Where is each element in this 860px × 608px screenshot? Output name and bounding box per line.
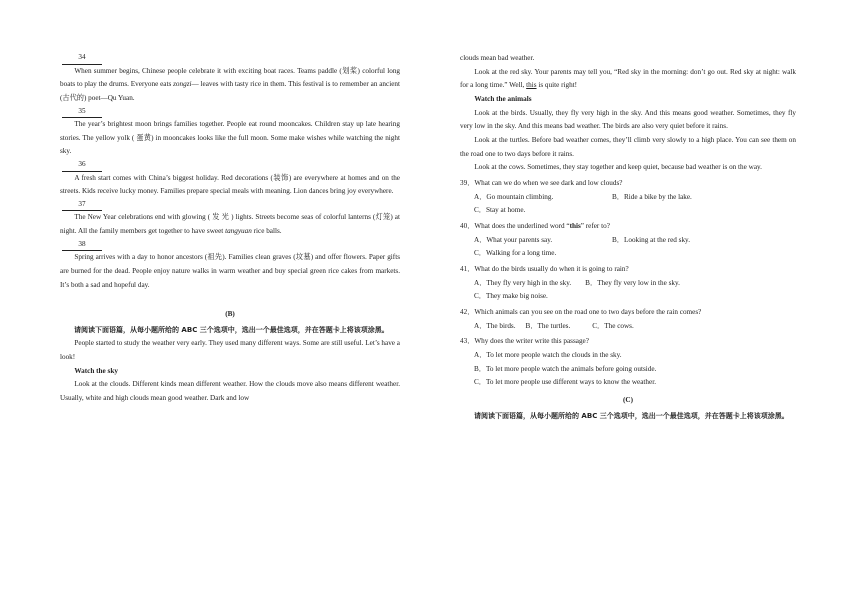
question-42 (460, 306, 796, 333)
paragraph-lantern-festival: The New Year celebrations end with glowing ( 发 光 ) lights. Streets become seas of colorful lanterns (灯笼) at night. All the family members get together to have sweet tangyuan rice balls. (60, 213, 400, 236)
paragraph-qingming: Spring arrives with a day to honor ancestors (祖先). Families clean graves (坟墓) and offer flowers. Paper gifts are burned for the dead. People enjoy nature walks in warm weather and buy special green rice cakes from markets. It’s both a sad and hopeful day. (60, 253, 400, 289)
paragraph-dragon-boat: When summer begins, Chinese people celebrate it with exciting boat races. Teams paddle (划桨) colorful long boats to play the drums. Everyone eats zongzi— leaves with tasty rice in them. This festival is to remember an ancient (古代的) poet—Qu Yuan. (60, 66, 400, 102)
section-c-instruction: 请阅读下面语篇，从每小题所给的 ABC 三个选项中，选出一个最佳选项，并在答题卡上将该项涂黑。 (474, 411, 789, 420)
left-column (60, 52, 400, 406)
question-stem: 43．Why does the writer write this passage? (460, 337, 589, 346)
question-39 (460, 177, 796, 218)
paragraph-turtles: Look at the turtles. Before bad weather comes, they’ll climb very slowly to a high place. You can see them on the road one to two days before it rains. (460, 136, 796, 158)
heading-watch-sky: Watch the sky (74, 366, 118, 375)
question-40 (460, 220, 796, 261)
option-a[interactable]: A．To let more people watch the clouds in the sky. (474, 351, 622, 360)
option-a[interactable]: A．What your parents say. (474, 235, 553, 244)
paragraph-cows: Look at the cows. Sometimes, they stay together and keep quiet, because bad weather is on the way. (474, 163, 762, 172)
section-b-instruction: 请阅读下面语篇，从每小题所给的 ABC 三个选项中，选出一个最佳选项，并在答题卡上将该项涂黑。 (74, 325, 389, 334)
option-b[interactable]: B．The turtles. (525, 321, 571, 330)
option-b[interactable]: B．Looking at the red sky. (612, 235, 690, 244)
option-a[interactable]: A．They fly very high in the sky. (474, 278, 572, 287)
option-a[interactable]: A．The birds. (474, 321, 516, 330)
question-stem: 42．Which animals can you see on the road one to two days before the rain comes? (460, 308, 702, 317)
option-c[interactable]: C．Walking for a long time. (474, 249, 557, 258)
question-stem: 40．What does the underlined word “this” refer to? (460, 222, 610, 231)
option-c[interactable]: C．Stay at home. (474, 206, 526, 215)
paragraph-spring-festival: A fresh start comes with China’s biggest holiday. Red decorations (装饰) are everywhere at homes and on the streets. Kids receive lucky money. Families prepare special meals with meaning. Lion dances bring joy everywhere. (60, 173, 400, 196)
answer-blank-38[interactable]: 38 (62, 239, 102, 252)
option-b[interactable]: B．They fly very low in the sky. (585, 278, 680, 287)
option-b[interactable]: B．To let more people watch the animals before going outside. (474, 364, 657, 373)
question-stem: 39．What can we do when we see dark and low clouds? (460, 179, 623, 188)
option-c[interactable]: C．The cows. (592, 321, 634, 330)
paragraph-red-sky: Look at the red sky. Your parents may tell you, “Red sky in the morning: don’t go out. Red sky at night: walk for a long time.” Well, this is quite right! (460, 67, 796, 90)
right-column (460, 52, 796, 423)
question-43 (460, 335, 796, 390)
passage-intro: People started to study the weather very early. They used many different ways. Some are still useful. Let’s have a look! (60, 339, 400, 361)
paragraph-clouds: Look at the clouds. Different kinds mean different weather. How the clouds move also means different weather. Usually, white and high clouds mean good weather. Dark and low (60, 380, 400, 402)
question-stem: 41．What do the birds usually do when it is going to rain? (460, 265, 629, 274)
paragraph-mid-autumn: The year’s brightest moon brings families together. People eat round mooncakes. Children stay up late hearing stories. The yellow yolk ( 蛋黄) in mooncakes looks like the full moon. Some make wishes while watching the night sky. (60, 120, 400, 156)
answer-blank-35[interactable]: 35 (62, 106, 102, 119)
option-b[interactable]: B．Ride a bike by the lake. (612, 192, 692, 201)
question-41 (460, 263, 796, 304)
heading-watch-animals: Watch the animals (474, 95, 532, 104)
option-a[interactable]: A．Go mountain climbing. (474, 192, 554, 201)
answer-blank-37[interactable]: 37 (62, 199, 102, 212)
paragraph-birds: Look at the birds. Usually, they fly very high in the sky. And this means good weather. Sometimes, they fly very low in the sky. And this means bad weather. The birds are also very quiet before it rains. (460, 108, 796, 131)
section-c-title: (C) (623, 396, 633, 405)
paragraph-clouds-continued: clouds mean bad weather. (460, 54, 535, 62)
option-c[interactable]: C．They make big noise. (474, 292, 548, 301)
answer-blank-36[interactable]: 36 (62, 159, 102, 172)
option-c[interactable]: C．To let more people use different ways to know the weather. (474, 378, 656, 387)
answer-blank-34[interactable]: 34 (62, 52, 102, 65)
underlined-word-this: this (526, 81, 537, 90)
section-b-title: (B) (225, 310, 235, 319)
